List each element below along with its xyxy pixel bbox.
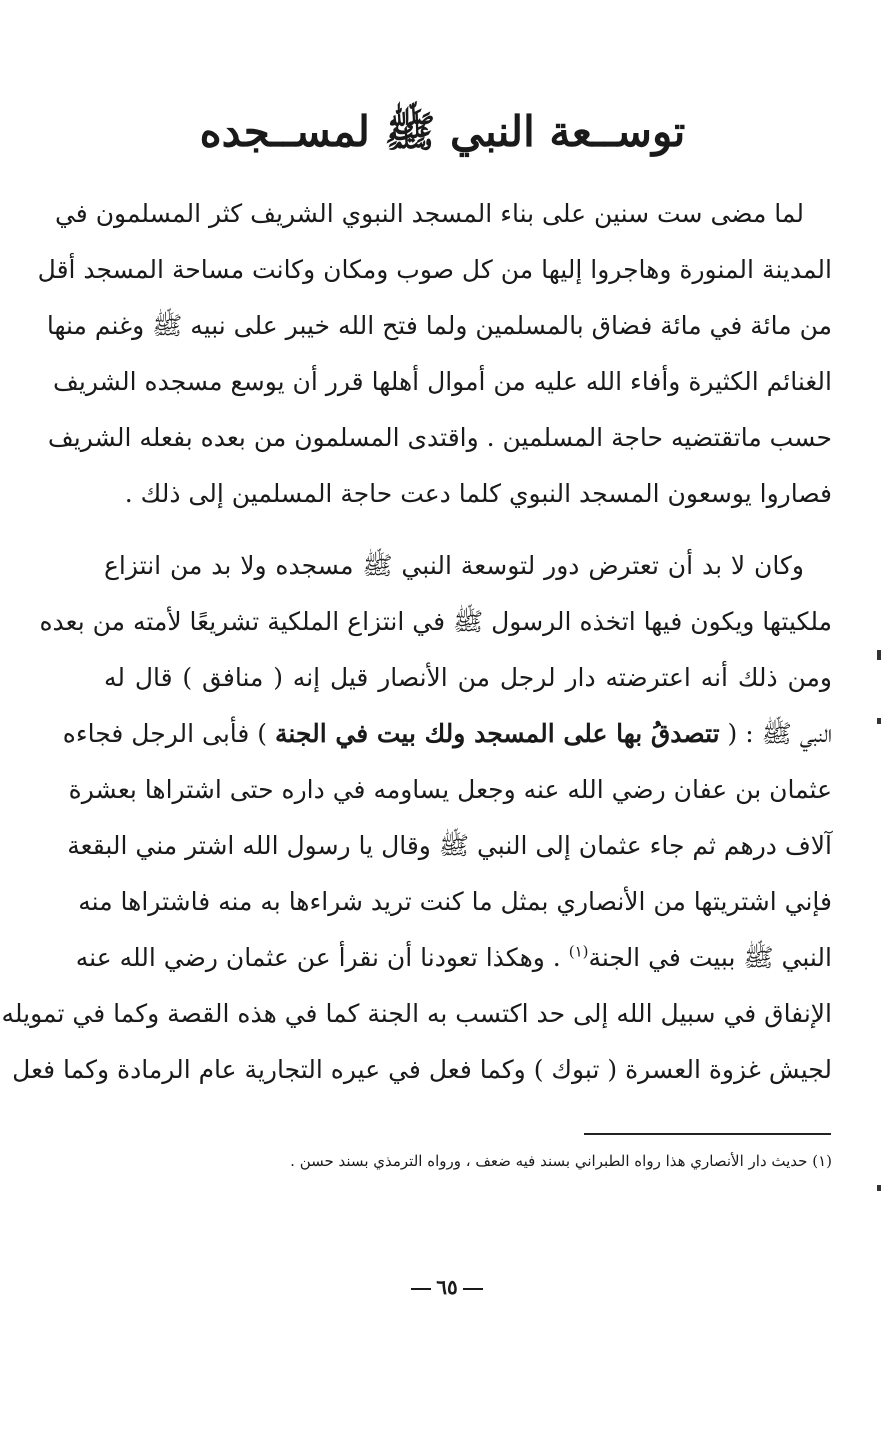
text-line: وكان لا بد أن تعترض دور لتوسعة النبي ﷺ مسجده ولا بد من انتزاع <box>104 551 804 580</box>
text-line: الإنفاق في سبيل الله إلى حد اكتسب به الجنة كما في هذه القصة وكما في تمويله <box>1 999 832 1028</box>
dash-left <box>463 1288 483 1290</box>
text-segment: النبي ﷺ : ( <box>719 719 832 748</box>
scan-margin-mark <box>877 650 881 660</box>
body-text <box>1 186 832 1098</box>
text-line: آلاف درهم ثم جاء عثمان إلى النبي ﷺ وقال يا رسول الله اشتر مني البقعة <box>67 831 832 860</box>
page-title: توســعة النبي ﷺ لمســجده <box>199 107 686 156</box>
paragraph-gap <box>104 522 832 538</box>
text-line: المدينة المنورة وهاجروا إليها من كل صوب ومكان وكانت مساحة المسجد أقل <box>37 255 832 284</box>
scan-margin-mark <box>877 1185 881 1191</box>
text-segment: . وهكذا تعودنا أن نقرأ عن عثمان رضي الله عنه <box>75 943 569 972</box>
text-line: عثمان بن عفان رضي الله عنه وجعل يساومه في داره حتى اشتراها بعشرة <box>68 775 832 804</box>
footnote-divider <box>584 1133 831 1135</box>
text-line: حسب ماتقتضيه حاجة المسلمين . واقتدى المسلمون من بعده بفعله الشريف <box>47 423 832 452</box>
text-line-with-footnote <box>75 930 832 986</box>
page-number-value: ٦٥ <box>436 1275 458 1299</box>
dash-right <box>411 1288 431 1290</box>
text-line: لما مضى ست سنين على بناء المسجد النبوي الشريف كثر المسلمون في <box>54 199 804 228</box>
text-line: من مائة في مائة فضاق بالمسلمين ولما فتح الله خيبر على نبيه ﷺ وغنم منها <box>46 311 832 340</box>
page-number <box>392 1272 502 1302</box>
text-line: فإني اشتريتها من الأنصاري بمثل ما كنت تريد شراءها به منه فاشتراها منه <box>78 887 832 916</box>
text-line-with-quote <box>62 706 832 762</box>
quoted-hadith: تتصدقُ بها على المسجد ولك بيت في الجنة <box>275 719 720 748</box>
text-line: لجيش غزوة العسرة ( تبوك ) وكما فعل في عيره التجارية عام الرمادة وكما فعل <box>12 1055 832 1084</box>
footnote: (١) حديث دار الأنصاري هذا رواه الطبراني بسند فيه ضعف ، ورواه الترمذي بسند حسن . <box>290 1152 832 1170</box>
footnote-marker[interactable]: (١) <box>568 942 589 961</box>
text-line: ملكيتها ويكون فيها اتخذه الرسول ﷺ في انتزاع الملكية تشريعًا لأمته من بعده <box>39 607 832 636</box>
text-segment: ) فأبى الرجل فجاءه <box>62 719 276 748</box>
text-segment: النبي ﷺ ببيت في الجنة <box>588 943 832 972</box>
text-line: الغنائم الكثيرة وأفاء الله عليه من أموال أهلها قرر أن يوسع مسجده الشريف <box>53 367 832 396</box>
scan-margin-mark <box>877 718 881 724</box>
text-line: ومن ذلك أنه اعترضته دار لرجل من الأنصار قيل إنه ( منافق ) قال له <box>104 663 832 692</box>
text-line: فصاروا يوسعون المسجد النبوي كلما دعت حاجة المسلمين إلى ذلك . <box>124 479 832 508</box>
